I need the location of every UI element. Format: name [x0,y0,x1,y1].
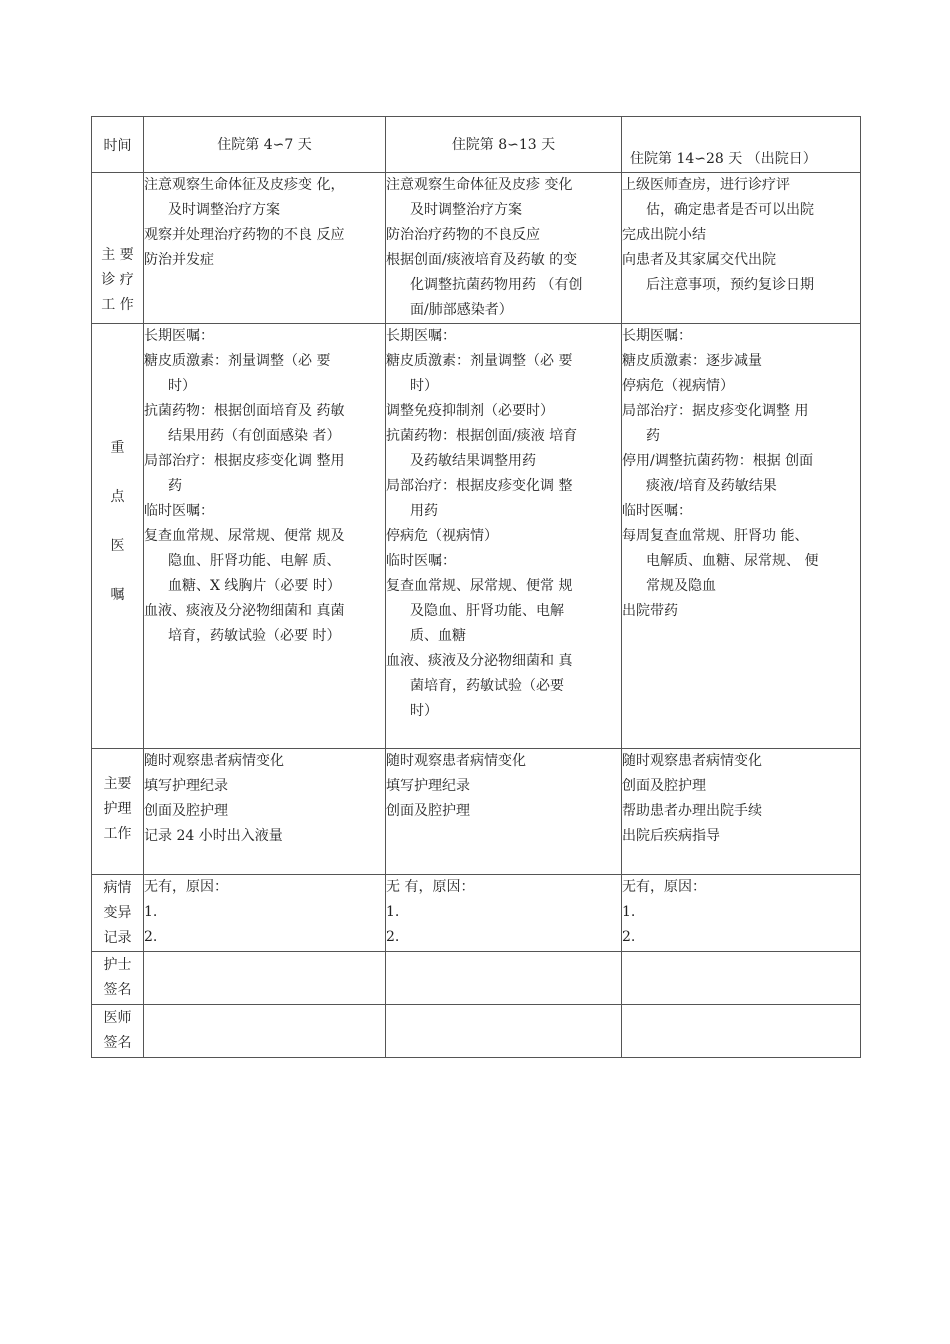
nurse-sign-label-cell [92,952,144,1005]
variance-col3 [622,875,861,952]
diagnosis-col1 [144,173,386,324]
text-line: 用药 [410,503,438,519]
header-col1-text: 住院第 4∽7 天 [217,137,312,153]
text-line: 抗菌药物：根据创面/痰液 培育 [386,428,578,444]
text-line: 及隐血、肝肾功能、电解 [410,603,564,619]
text-line: 完成出院小结 [622,227,706,243]
text-line: 填写护理纪录 [144,778,228,794]
nurse-sign-row [92,952,861,1005]
nursing-label-line: 护理 [103,801,132,817]
text-line: 出院带药 [622,603,678,619]
text-line: 无有，原因： [144,879,228,895]
text-line: 创面及腔护理 [622,778,706,794]
doctor-sign-label [92,1005,143,1056]
text-line: 每周复查血常规、肝肾功 能、 [622,528,809,544]
text-line: 1. [144,904,158,920]
text-line: 帮助患者办理出院手续 [622,803,762,819]
diagnosis-col3 [622,173,861,324]
text-line: 无有，原因： [622,879,706,895]
text-line: 防治并发症 [144,252,214,268]
text-line: 长期医嘱： [622,328,692,344]
nurse-sign-label-line: 签名 [103,982,132,998]
doctor-sign-col1[interactable] [144,1005,386,1058]
text-line: 局部治疗：根据皮疹变化调 整用 [144,453,345,469]
text-line: 观察并处理治疗药物的不良 反应 [144,227,345,243]
text-line: 后注意事项，预约复诊日期 [646,277,814,293]
variance-row [92,875,861,952]
time-label: 时间 [103,138,132,154]
text-line: 复查血常规、尿常规、便常 规及 [144,528,345,544]
text-line: 填写护理纪录 [386,778,470,794]
doctor-sign-label-cell [92,1005,144,1058]
nurse-sign-col3[interactable] [622,952,861,1005]
doctor-sign-label-line: 签名 [103,1035,132,1051]
text-line: 估，确定患者是否可以出院 [646,202,814,218]
text-line: 结果用药（有创面感染 者） [168,428,341,444]
variance-label-line: 记录 [103,930,132,946]
doctor-sign-row [92,1005,861,1058]
nursing-label-line: 主要 [103,776,132,792]
text-line: 长期医嘱： [386,328,456,344]
text-line: 质、血糖 [410,628,466,644]
text-line: 痰液/培育及药敏结果 [646,478,777,494]
text-line: 临时医嘱： [622,503,692,519]
text-line: 化调整抗菌药物用药 （有创 [410,277,583,293]
text-line: 根据创面/痰液培育及药敏 的变 [386,252,578,268]
text-line: 创面及腔护理 [386,803,470,819]
text-line: 上级医师查房，进行诊疗评 [622,177,790,193]
header-col3 [622,117,861,173]
diagnosis-row [92,173,861,324]
text-line: 2. [144,929,158,945]
variance-col1 [144,875,386,952]
nursing-label [92,749,143,847]
header-col1 [144,117,386,173]
doctor-sign-col3[interactable] [622,1005,861,1058]
text-line: 糖皮质激素：剂量调整（必 要 [144,353,331,369]
diagnosis-label-line: 诊 疗 [101,272,134,288]
nurse-sign-label-line: 护士 [103,957,132,973]
diagnosis-col2 [386,173,622,324]
text-line: 糖皮质激素：剂量调整（必 要 [386,353,573,369]
text-line: 培育，药敏试验（必要 时） [168,628,341,644]
text-line: 1. [622,904,636,920]
diagnosis-label-line: 主 要 [101,247,134,263]
nursing-col2 [386,749,622,875]
orders-label-char: 点 [110,489,125,505]
text-line: 糖皮质激素：逐步减量 [622,353,762,369]
header-col2-text: 住院第 8∽13 天 [451,137,556,153]
time-label-cell [92,117,144,173]
nursing-label-line: 工作 [103,826,132,842]
orders-label-char: 医 [110,538,125,554]
orders-col3 [622,324,861,749]
diagnosis-label [92,173,143,318]
text-line: 时） [410,378,438,394]
nurse-sign-label [92,952,143,1003]
text-line: 2. [386,929,400,945]
variance-label-line: 变异 [103,905,132,921]
text-line: 2. [622,929,636,945]
text-line: 停病危（视病情） [622,378,734,394]
nursing-col3 [622,749,861,875]
text-line: 局部治疗：据皮疹变化调整 用 [622,403,809,419]
text-line: 创面及腔护理 [144,803,228,819]
nursing-label-cell [92,749,144,875]
header-row [92,117,861,173]
text-line: 防治治疗药物的不良反应 [386,227,540,243]
text-line: 时） [168,378,196,394]
diagnosis-label-cell [92,173,144,324]
text-line: 随时观察患者病情变化 [386,753,526,769]
nursing-row [92,749,861,875]
text-line: 血液、痰液及分泌物细菌和 真 [386,653,573,669]
text-line: 1. [386,904,400,920]
text-line: 常规及隐血 [646,578,716,594]
diagnosis-label-line: 工 作 [101,297,134,313]
doctor-sign-col2[interactable] [386,1005,622,1058]
text-line: 随时观察患者病情变化 [622,753,762,769]
text-line: 血液、痰液及分泌物细菌和 真菌 [144,603,345,619]
text-line: 及时调整治疗方案 [410,202,522,218]
orders-col1 [144,324,386,749]
text-line: 注意观察生命体征及皮疹变 化， [144,177,345,193]
text-line: 复查血常规、尿常规、便常 规 [386,578,573,594]
nurse-sign-col2[interactable] [386,952,622,1005]
nurse-sign-col1[interactable] [144,952,386,1005]
text-line: 隐血、肝肾功能、电解 质、 [168,553,341,569]
text-line: 局部治疗：根据皮疹变化调 整 [386,478,573,494]
text-line: 及药敏结果调整用药 [410,453,536,469]
text-line: 长期医嘱： [144,328,214,344]
orders-label-char: 嘱 [110,587,125,603]
text-line: 菌培育，药敏试验（必要 [410,678,564,694]
text-line: 向患者及其家属交代出院 [622,252,776,268]
text-line: 时） [410,703,438,719]
variance-label [92,875,143,951]
orders-label [92,324,143,608]
text-line: 无 有，原因： [386,879,475,895]
variance-label-cell [92,875,144,952]
text-line: 调整免疫抑制剂（必要时） [386,403,554,419]
orders-row [92,324,861,749]
text-line: 临时医嘱： [386,553,456,569]
orders-label-char: 重 [110,440,125,456]
text-line: 记录 24 小时出入液量 [144,828,283,844]
clinical-pathway-table [91,116,861,1058]
orders-label-cell [92,324,144,749]
text-line: 及时调整治疗方案 [168,202,280,218]
orders-col2 [386,324,622,749]
text-line: 注意观察生命体征及皮疹 变化 [386,177,573,193]
text-line: 临时医嘱： [144,503,214,519]
doctor-sign-label-line: 医师 [103,1010,132,1026]
text-line: 药 [646,428,660,444]
text-line: 停病危（视病情） [386,528,498,544]
variance-col2 [386,875,622,952]
header-col3-text: 住院第 14∽28 天 （出院日） [630,151,817,167]
text-line: 抗菌药物：根据创面培育及 药敏 [144,403,345,419]
text-line: 面/肺部感染者） [410,302,513,318]
text-line: 药 [168,478,182,494]
text-line: 血糖、X 线胸片（必要 时） [168,578,341,594]
text-line: 电解质、血糖、尿常规、 便 [646,553,819,569]
header-col2 [386,117,622,173]
text-line: 随时观察患者病情变化 [144,753,284,769]
text-line: 出院后疾病指导 [622,828,720,844]
variance-label-line: 病情 [103,880,132,896]
text-line: 停用/调整抗菌药物：根据 创面 [622,453,814,469]
nursing-col1 [144,749,386,875]
